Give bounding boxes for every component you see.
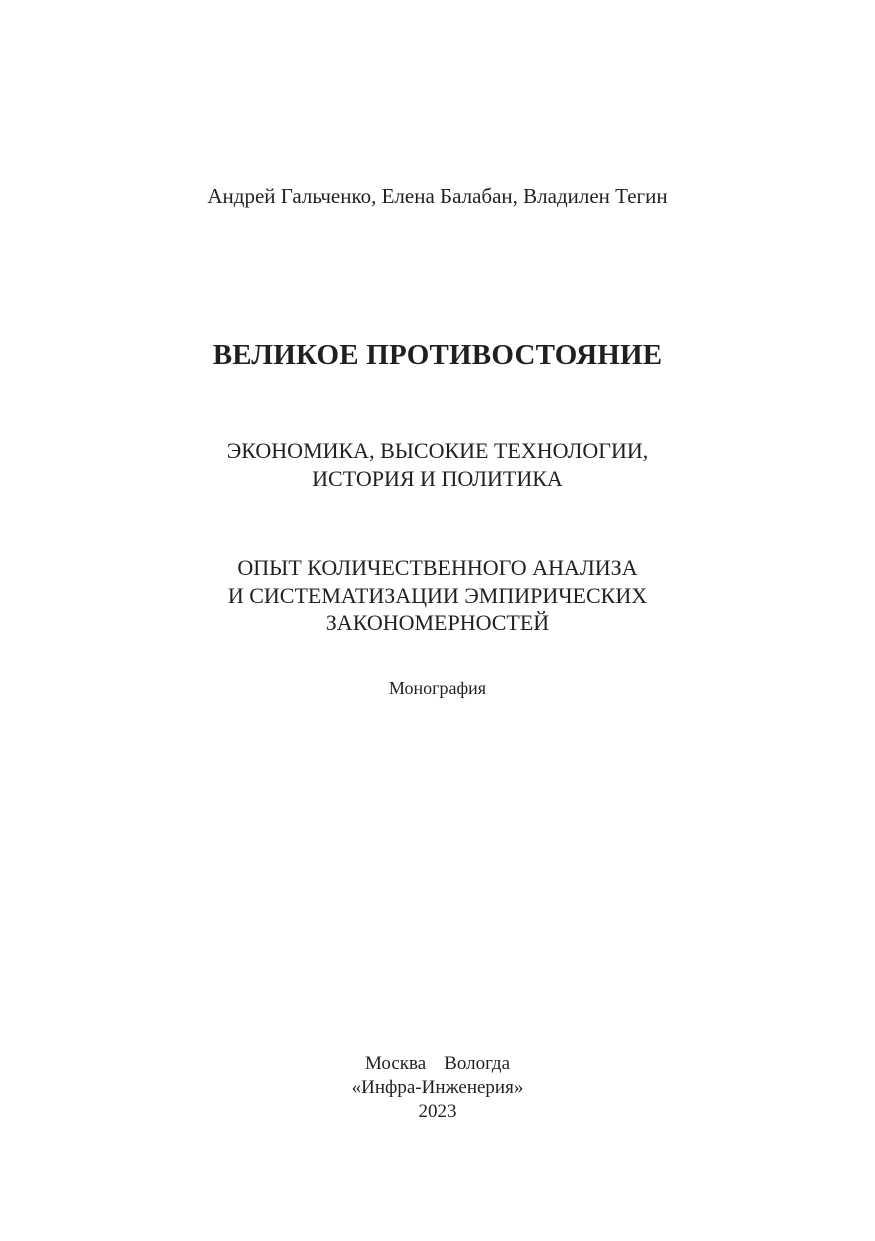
subtitle-method-line-2: И СИСТЕМАТИЗАЦИИ ЭМПИРИЧЕСКИХ (227, 583, 648, 608)
subtitle-method-line-1: ОПЫТ КОЛИЧЕСТВЕННОГО АНАЛИЗА (237, 555, 638, 580)
subtitle-topics-line-1: ЭКОНОМИКА, ВЫСОКИЕ ТЕХНОЛОГИИ, (226, 438, 649, 463)
subtitle-method-line-3: ЗАКОНОМЕРНОСТЕЙ (325, 610, 550, 635)
imprint-year: 2023 (418, 1101, 457, 1122)
subtitle-topics-line-2: ИСТОРИЯ И ПОЛИТИКА (312, 466, 563, 491)
book-title: ВЕЛИКОЕ ПРОТИВОСТОЯНИЕ (212, 339, 663, 371)
imprint-cities (0, 1052, 875, 1076)
imprint-publisher: «Инфра-Инженерия» (351, 1077, 524, 1098)
authors: Андрей Гальченко, Елена Балабан, Владилен Тегин (207, 184, 668, 208)
imprint-city-vologda: Вологда (444, 1053, 511, 1074)
genre-label: Монография (388, 678, 487, 698)
imprint-city-moscow: Москва (364, 1053, 427, 1074)
